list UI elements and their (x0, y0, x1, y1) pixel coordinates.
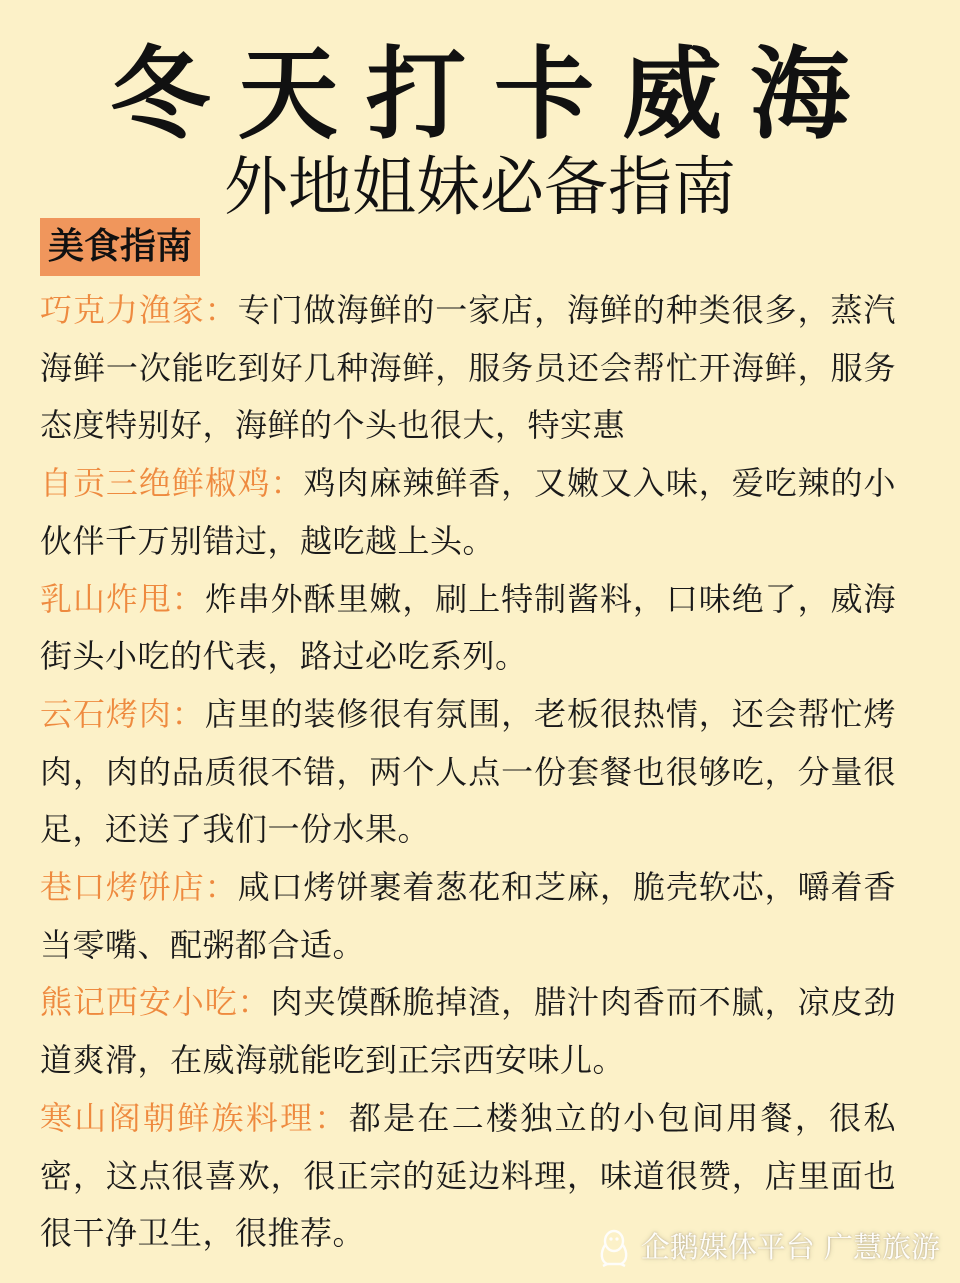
restaurant-description: 炸串外酥里嫩，刷上特制酱料，口味绝了，威海街头小吃的代表，路过必吃系列。 (40, 579, 896, 676)
watermark (597, 1225, 940, 1269)
restaurant-entry (40, 974, 896, 1089)
restaurant-name: 寒山阁朝鲜族料理： (40, 1098, 349, 1137)
restaurant-name: 巷口烤饼店： (40, 868, 238, 907)
restaurant-description: 咸口烤饼裹着葱花和芝麻，脆壳软芯，嚼着香当零嘴、配粥都合适。 (40, 868, 896, 964)
restaurant-description: 店里的装修很有氛围，老板很热情，还会帮忙烤肉，肉的品质很不错，两个人点一份套餐也很够吃，分量很足，还送了我们一份水果。 (40, 694, 896, 849)
restaurant-description: 肉夹馍酥脆掉渣，腊汁肉香而不腻，凉皮劲道爽滑，在威海就能吃到正宗西安味儿。 (40, 983, 896, 1080)
restaurant-entry (40, 571, 896, 686)
watermark-text: 企鹅媒体平台 广慧旅游 (640, 1230, 940, 1264)
restaurant-description: 都是在二楼独立的小包间用餐，很私密，这点很喜欢，很正宗的延边料理，味道很赞，店里面也很干净卫生，很推荐。 (40, 1098, 896, 1253)
restaurant-entry (40, 282, 896, 455)
restaurant-entry (40, 859, 896, 974)
section-tag-food: 美食指南 (40, 218, 200, 276)
page-subtitle: 外地姐妹必备指南 (224, 151, 736, 225)
page-title: 冬天打卡威海 (110, 36, 878, 153)
restaurant-description: 鸡肉麻辣鲜香，又嫩又入味，爱吃辣的小伙伴千万别错过，越吃越上头。 (40, 464, 896, 560)
restaurant-name: 云石烤肉： (40, 694, 205, 733)
restaurant-list (40, 282, 896, 1263)
restaurant-name: 巧克力渔家： (40, 291, 238, 329)
restaurant-entry (40, 686, 896, 859)
restaurant-name: 自贡三绝鲜椒鸡： (40, 464, 304, 503)
restaurant-description: 专门做海鲜的一家店，海鲜的种类很多，蒸汽海鲜一次能吃到好几种海鲜，服务员还会帮忙开海鲜，服务态度特别好，海鲜的个头也很大，特实惠 (40, 291, 896, 445)
penguin-icon (597, 1227, 631, 1267)
restaurant-name: 乳山炸甩： (40, 579, 205, 618)
restaurant-entry (40, 455, 896, 570)
restaurant-name: 熊记西安小吃： (40, 983, 271, 1022)
